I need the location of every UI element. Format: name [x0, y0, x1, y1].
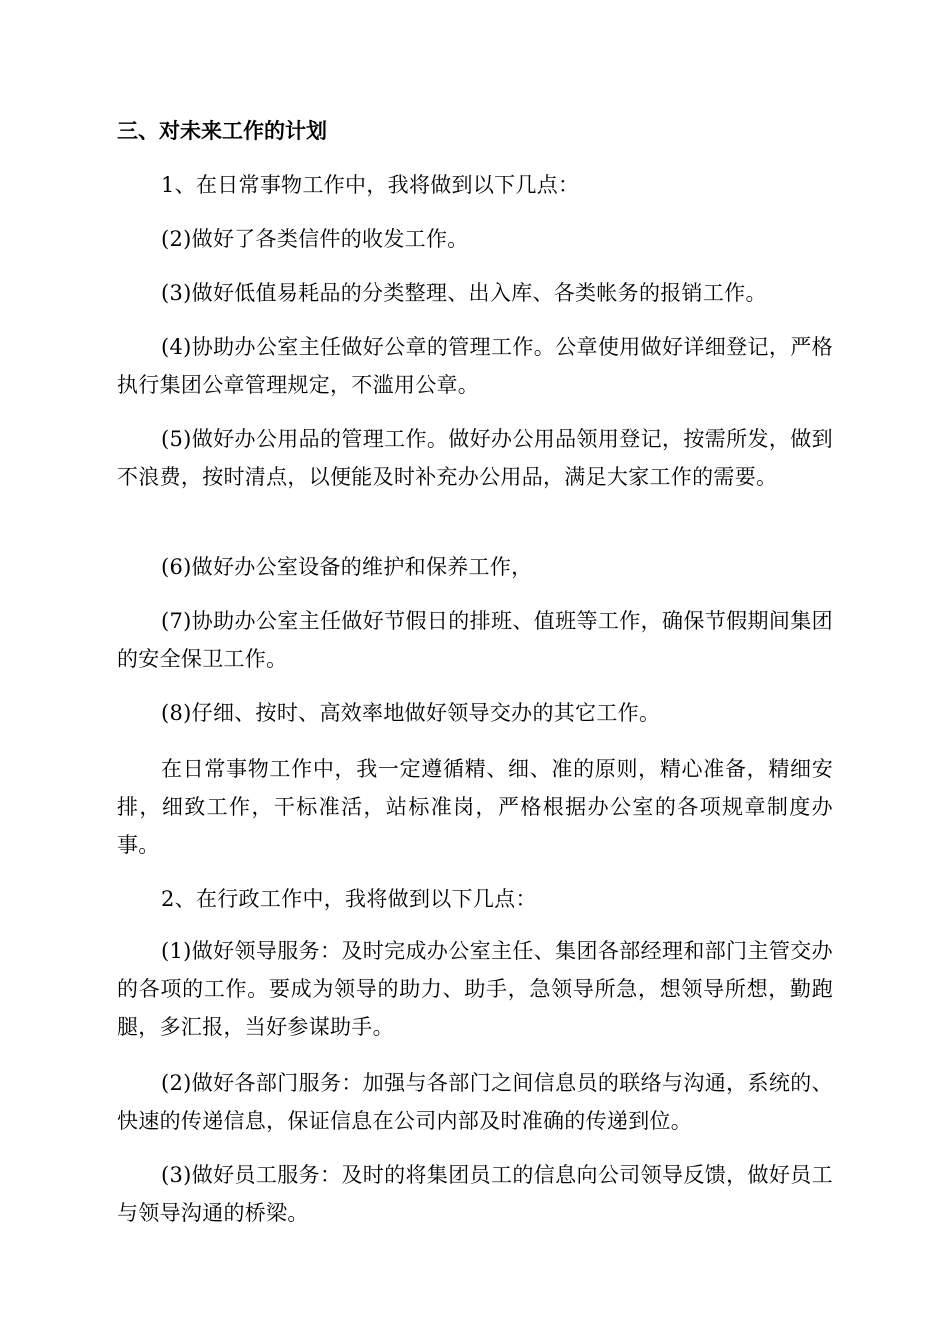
paragraph-3: (3)做好低值易耗品的分类整理、出入库、各类帐务的报销工作。	[161, 281, 767, 305]
paragraph-1: 1、在日常事物工作中，我将做到以下几点：	[161, 173, 580, 197]
paragraph-2: (2)做好了各类信件的收发工作。	[161, 227, 469, 251]
paragraph-8: (8)仔细、按时、高效率地做好领导交办的其它工作。	[161, 701, 661, 725]
paragraph-10: 2、在行政工作中，我将做到以下几点：	[161, 887, 537, 911]
paragraph-6: (6)做好办公室设备的维护和保养工作，	[161, 555, 533, 579]
section-heading: 三、对未来工作的计划	[117, 119, 327, 143]
paragraph-7: (7)协助办公室主任做好节假日的排班、值班等工作，确保节假期间集团的安全保卫工作。	[117, 609, 833, 671]
paragraph-9: 在日常事物工作中，我一定遵循精、细、准的原则，精心准备，精细安排，细致工作，干标准活，站标准岗，严格根据办公室的各项规章制度办事。	[117, 757, 833, 857]
paragraph-13: (3)做好员工服务：及时的将集团员工的信息向公司领导反馈，做好员工与领导沟通的桥梁。	[117, 1163, 833, 1225]
paragraph-11: (1)做好领导服务：及时完成办公室主任、集团各部经理和部门主管交办的各项的工作。要成为领导的助力、助手，急领导所急，想领导所想，勤跑腿，多汇报，当好参谋助手。	[117, 939, 833, 1039]
paragraph-12: (2)做好各部门服务：加强与各部门之间信息员的联络与沟通，系统的、快速的传递信息，保证信息在公司内部及时准确的传递到位。	[117, 1071, 833, 1133]
paragraph-5: (5)做好办公用品的管理工作。做好办公用品领用登记，按需所发，做到不浪费，按时清点，以便能及时补充办公用品，满足大家工作的需要。	[117, 427, 833, 489]
paragraph-4: (4)协助办公室主任做好公章的管理工作。公章使用做好详细登记，严格执行集团公章管理规定，不滥用公章。	[117, 335, 833, 397]
